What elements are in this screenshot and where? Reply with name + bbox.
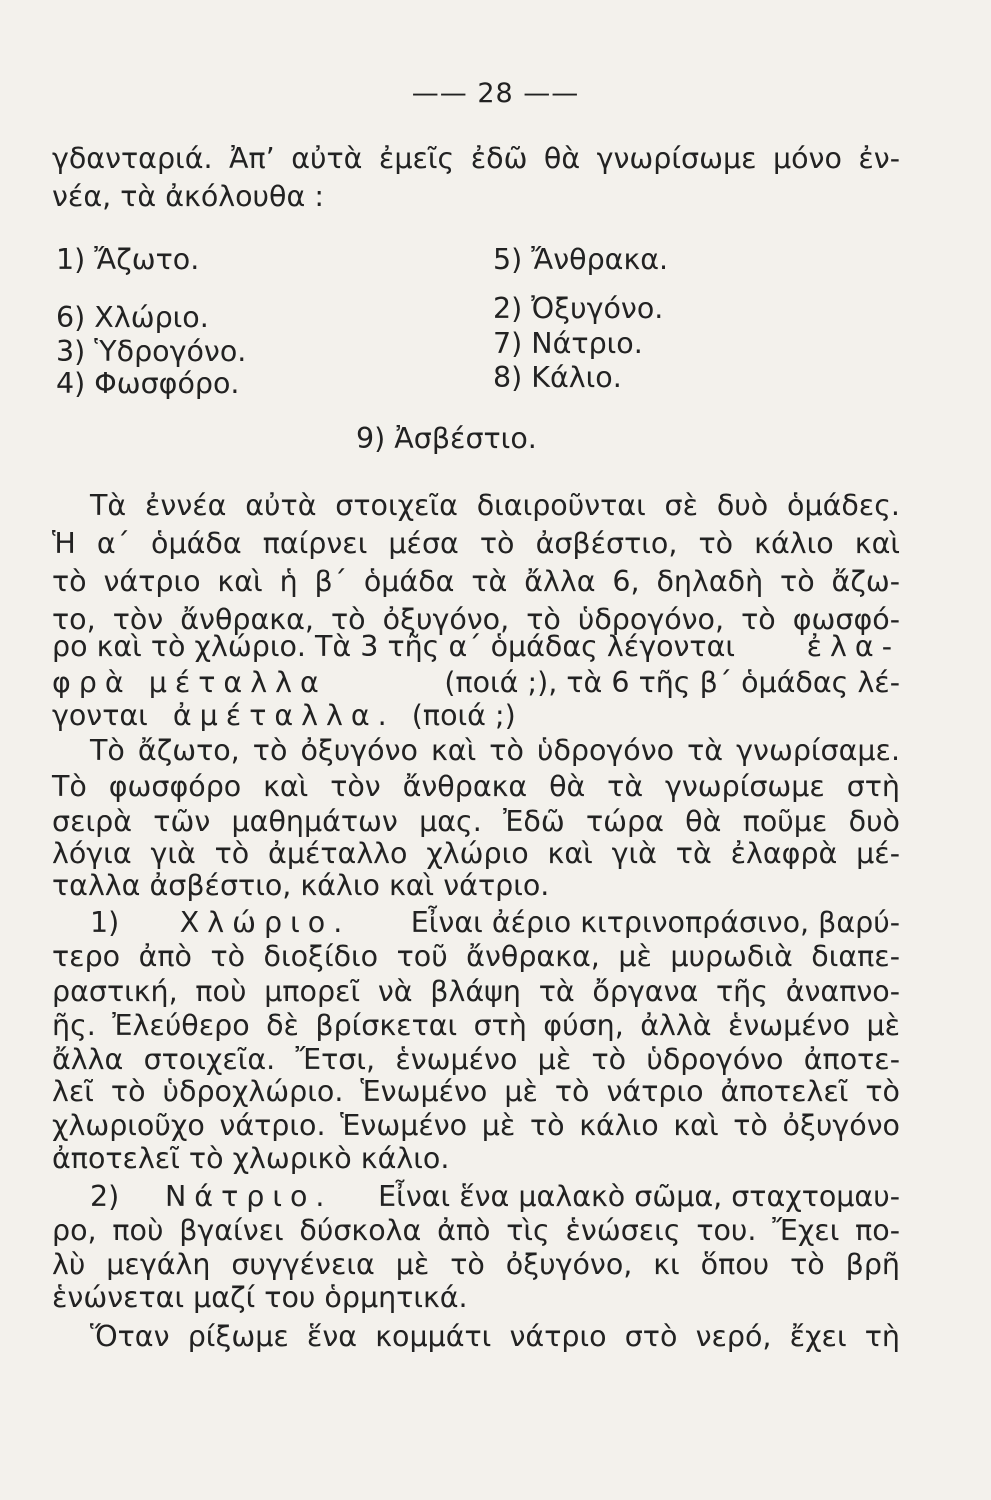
section-heading: Χλώριο. (179, 906, 351, 939)
text-line: ἄλλα στοιχεῖα. Ἔτσι, ἑνωμένο μὲ τὸ ὑδρογόνο ἀποτε- (52, 1043, 900, 1076)
text-run: ρο καὶ τὸ χλώριο. Τὰ 3 τῆς α΄ ὁμάδας λέγονται (52, 630, 736, 663)
text-line: σειρὰ τῶν μαθημάτων μας. Ἐδῶ τώρα θὰ ποῦμε δυὸ (52, 805, 900, 838)
text-line: λὺ μεγάλη συγγένεια μὲ τὸ ὀξυγόνο, κι ὅπου τὸ βρῆ (52, 1248, 900, 1281)
text-run: (ποιά ;) (411, 699, 516, 732)
text-line: χλωριοῦχο νάτριο. Ἑνωμένο μὲ τὸ κάλιο καὶ τὸ ὀξυγόνο (52, 1109, 900, 1142)
text-line: ραστική, ποὺ μπορεῖ νὰ βλάψη τὰ ὄργανα τῆς ἀναπνο- (52, 975, 900, 1008)
text-line: τερο ἀπὸ τὸ διοξίδιο τοῦ ἄνθρακα, μὲ μυρωδιὰ διαπε- (52, 940, 900, 973)
page-number: —— 28 —— (411, 78, 580, 109)
text-line: ῆς. Ἐλεύθερο δὲ βρίσκεται στὴ φύση, ἀλλὰ ἑνωμένο μὲ (52, 1009, 900, 1042)
text-line: το, τὸν ἄνθρακα, τὸ ὀξυγόνο, τὸ ὑδρογόνο, τὸ φωσφό- (52, 603, 900, 636)
list-item: 1) Ἄζωτο. (56, 243, 200, 276)
text-run: γονται (52, 699, 148, 732)
list-item: 8) Κάλιο. (493, 361, 622, 394)
text-line: Τὸ ἄζωτο, τὸ ὀξυγόνο καὶ τὸ ὑδρογόνο τὰ γνωρίσαμε. (90, 734, 900, 767)
spaced-term: ἀμέταλλα. (172, 699, 395, 732)
item-number: 2) (90, 1180, 120, 1213)
text-line: Τὸ φωσφόρο καὶ τὸν ἄνθρακα θὰ τὰ γνωρίσωμε στὴ (52, 770, 900, 803)
text-line: γδανταριά. Ἀπ’ αὐτὰ ἐμεῖς ἐδῶ θὰ γνωρίσωμε μόνο ἐν- (52, 142, 900, 175)
text-line: ἑνώνεται μαζί του ὁρμητικά. (52, 1281, 468, 1314)
text-line: ρο, ποὺ βγαίνει δύσκολα ἀπὸ τὶς ἑνώσεις του. Ἔχει πο- (52, 1214, 900, 1247)
text-run: Εἶναι ἕνα μαλακὸ σῶμα, σταχτομαυ- (378, 1180, 900, 1213)
text-run: Εἶναι ἀέριο κιτρινοπράσινο, βαρύ- (410, 906, 900, 939)
text-line: λόγια γιὰ τὸ ἀμέταλλο χλώριο καὶ γιὰ τὰ ἐλαφρὰ μέ- (52, 837, 900, 870)
text-line: νέα, τὰ ἀκόλουθα : (52, 180, 324, 213)
text-run: (ποιά ;), τὰ 6 τῆς β΄ ὁμάδας λέ- (444, 666, 900, 699)
item-number: 1) (90, 906, 120, 939)
text-line: Ὅταν ρίξωμε ἕνα κομμάτι νάτριο στὸ νερό, ἔχει τὴ (90, 1320, 900, 1353)
spaced-term: φρὰ μέταλλα (52, 666, 327, 699)
list-item: 9) Ἀσβέστιο. (356, 422, 537, 455)
text-line: ἀποτελεῖ τὸ χλωρικὸ κάλιο. (52, 1142, 450, 1175)
text-line (52, 628, 900, 666)
text-line: Τὰ ἐννέα αὐτὰ στοιχεῖα διαιροῦνται σὲ δυὸ ὁμάδες. (90, 489, 900, 522)
text-line: λεῖ τὸ ὑδροχλώριο. Ἑνωμένο μὲ τὸ νάτριο ἀποτελεῖ τὸ (52, 1075, 900, 1108)
list-item: 5) Ἄνθρακα. (493, 243, 669, 276)
text-line: Ἡ α΄ ὁμάδα παίρνει μέσα τὸ ἀσβέστιο, τὸ κάλιο καὶ (52, 527, 900, 560)
list-item: 3) Ὑδρογόνο. (56, 335, 247, 368)
list-item: 7) Νάτριο. (493, 327, 643, 360)
text-line (52, 697, 900, 735)
list-item: 6) Χλώριο. (56, 301, 209, 334)
text-line: τὸ νάτριο καὶ ἡ β΄ ὁμάδα τὰ ἄλλα 6, δηλαδὴ τὸ ἄζω- (52, 565, 900, 598)
section-heading: Νάτριο. (164, 1180, 333, 1213)
spaced-term: ἐλα- (806, 630, 900, 663)
text-line: ταλλα ἀσβέστιο, κάλιο καὶ νάτριο. (52, 869, 550, 902)
list-item: 2) Ὀξυγόνο. (493, 292, 664, 325)
text-line (90, 1178, 900, 1216)
list-item: 4) Φωσφόρο. (56, 367, 240, 400)
text-line (90, 904, 900, 942)
